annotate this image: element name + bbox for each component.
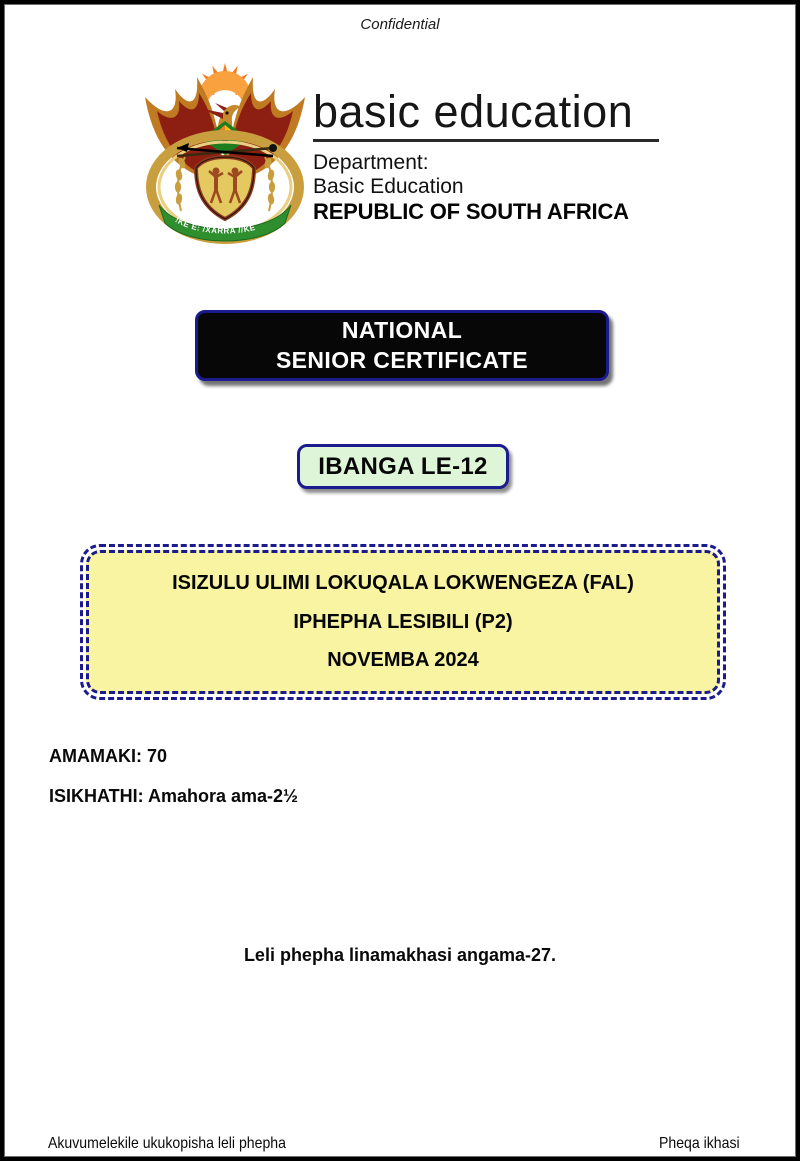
exam-paper: IPHEPHA LESIBILI (P2) [293,610,513,633]
pages-note: Leli phepha linamakhasi angama-27. [243,945,557,965]
dbe-logo [145,59,659,249]
certificate-line1: NATIONAL [341,317,463,344]
coat-of-arms-icon [145,59,305,249]
marks-label: AMAMAKI: 70 [49,746,168,766]
grade-badge: IBANGA LE-12 [297,444,509,489]
logo-underline [313,139,659,142]
motto-text: !KE E: /XARRA //KE [173,215,257,236]
time-label: ISIKHATHI: Amahora ama-2½ [49,786,299,806]
shield-icon [196,157,254,219]
footer-copy-notice: Akuvumelekile ukukopisha leli phepha [48,1135,286,1152]
logo-wordmark: basic education [313,86,634,137]
certificate-line2: SENIOR CERTIFICATE [275,346,529,373]
confidential-label: Confidential [360,16,440,33]
logo-text-block [313,59,659,225]
exam-subject: ISIZULU ULIMI LOKUQALA LOKWENGEZA (FAL) [172,572,634,595]
exam-date: NOVEMBA 2024 [327,648,479,671]
logo-country: REPUBLIC OF SOUTH AFRICA [313,199,629,225]
exam-title-box [86,550,720,694]
logo-department-line2: Basic Education [313,174,464,198]
logo-department-line1: Department: [313,151,429,174]
certificate-banner [195,310,609,381]
footer-turn-page: Pheqa ikhasi [659,1135,740,1152]
